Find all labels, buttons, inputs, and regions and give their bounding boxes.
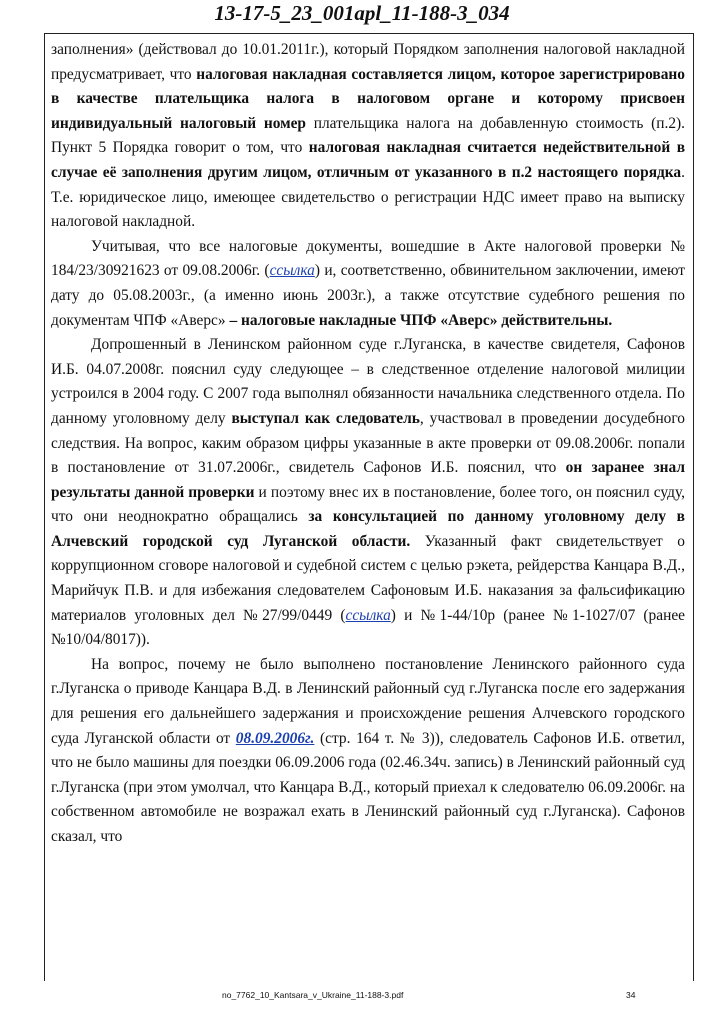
footer-filename: no_7762_10_Kantsara_v_Ukraine_11-188-3.pdf <box>222 990 404 1000</box>
reference-link[interactable]: ссылка <box>345 606 391 624</box>
body-paragraph <box>51 653 685 850</box>
text-run: ) и, соответственно, обвинительном заключении, имеют дату до 05.08.2003г., (а именно июнь 2003г.), а также отсутствие судебного решения по документам ЧПФ «Аверс» <box>51 262 685 329</box>
body-paragraph <box>51 38 685 235</box>
bold-text-run: выступал как следователь <box>231 409 420 427</box>
body-paragraph <box>51 235 685 333</box>
bold-text-run: он заранее знал результаты данной проверки <box>51 459 685 501</box>
page-number: 34 <box>626 990 636 1000</box>
text-run: Допрошенный в Ленинском районном суде г.Луганска, в качестве свидетеля, Сафонов И.Б. 04.07.2008г. пояснил суду следующее – в следственное отделение налоговой милиции устроился в 2004 году. С 2007 года выполнял обязанности начальника следственного отдела. По данному уголовному делу <box>51 336 685 427</box>
bold-text-run: – налоговые накладные ЧПФ «Аверс» действительны. <box>229 311 613 329</box>
document-body <box>51 38 685 850</box>
text-run: На вопрос, почему не было выполнено постановление Ленинского районного суда г.Луганска о приводе Канцара В.Д. в Ленинский районный суд г.Луганска после его задержания для решения его дальнейшего задержания и происхождение решения Алчевского городского суда Луганской области от <box>51 655 685 747</box>
text-run: Указанный факт свидетельствует о коррупционном сговоре налоговой и судебной систем с целью рэкета, рейдерства Канцара В.Д., Марийчук П.В. и для избежания следователем Сафоновым И.Б. наказания за фальсификацию материалов уголовных дел №27/99/0449 ( <box>51 532 685 624</box>
bold-text-run: налоговая накладная считается недействительной в случае её заполнения другим лицом, отличным от указанного в п.2 настоящего порядка <box>51 139 685 181</box>
text-run: Учитывая, что все налоговые документы, вошедшие в Акте налоговой проверки № 184/23/30921623 от 09.08.2006г. ( <box>51 237 685 280</box>
text-run: , участвовал в проведении досудебного следствия. На вопрос, каким образом цифры указанные в акте проверки от 09.08.2006г. попали в постановление от 31.07.2006г., свидетель Сафонов И.Б. пояснил, что <box>51 409 686 477</box>
header-rule <box>44 33 694 34</box>
text-run: плательщика налога на добавленную стоимость (п.2). Пункт 5 Порядка говорит о том, что <box>51 114 685 157</box>
text-run: заполнения» (действовал до 10.01.2011г.), который Порядком заполнения налоговой накладной предусматривает, что <box>51 41 685 83</box>
bold-text-run: налоговая накладная составляется лицом, которое зарегистрировано в качестве плательщика налога в налоговом органе и которому присвоен индивидуальный налоговый номер <box>51 65 685 132</box>
body-paragraph <box>51 333 685 653</box>
document-header: 13-17-5_23_001apl_11-188-3_034 <box>214 1 510 25</box>
reference-link[interactable]: 08.09.2006г. <box>235 729 315 747</box>
left-margin-rule <box>44 33 45 981</box>
text-run: . Т.е. юридическое лицо, имеющее свидетельство о регистрации НДС имеет право на выписку налоговой накладной. <box>51 163 685 231</box>
text-run: и поэтому внес их в постановление, более того, он пояснил суду, что они неоднократно обращались <box>51 483 685 526</box>
text-run: (стр. 164 т. № 3)), следователь Сафонов И.Б. ответил, что не было машины для поездки 06.09.2006 года (02.46.34ч. запись) в Ленинский районный суд г.Луганска (при этом умолчал, что Канцара В.Д., который приехал к следователю 06.09.2006г. на собственном автомобиле не возражал ехать в Ленинский районный суд г.Луганска). Сафонов сказал, что <box>51 729 685 845</box>
bold-text-run: за консультацией по данному уголовному делу в Алчевский городской суд Луганской области. <box>51 508 685 550</box>
reference-link[interactable]: ссылка <box>269 262 315 280</box>
right-margin-rule <box>693 33 694 981</box>
text-run: ) и №1-44/10р (ранее №1-1027/07 (ранее №10/04/8017)). <box>51 606 685 649</box>
